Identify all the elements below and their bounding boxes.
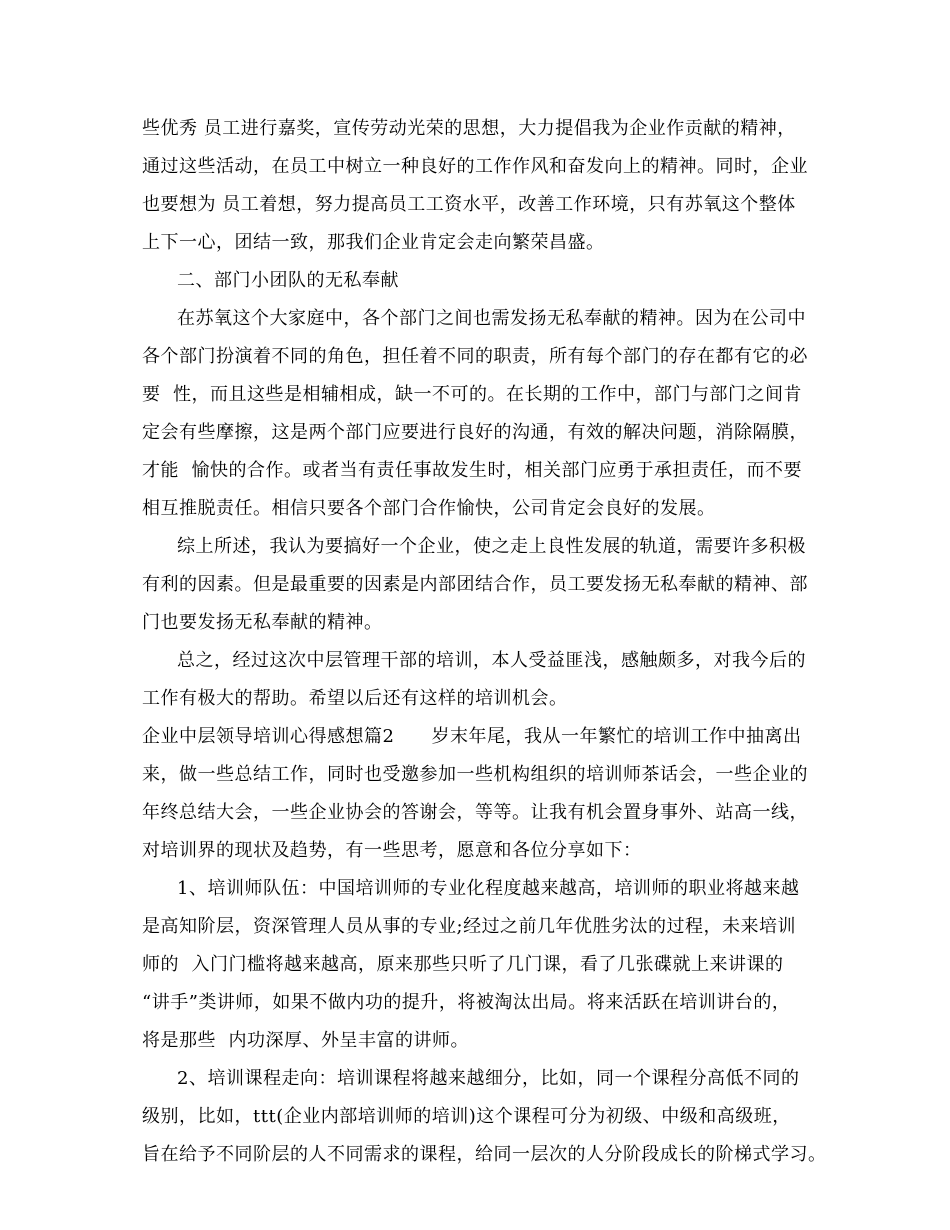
text-line: 要 性，而且这些是相辅相成，缺一不可的。在长期的工作中，部门与部门之间肯 [142, 384, 802, 405]
text-line: 将是那些 内功深厚、外呈丰富的讲师。 [142, 1030, 469, 1051]
text-line: 门也要发扬无私奉献的精神。 [142, 612, 383, 633]
text-line: 各个部门扮演着不同的角色，担任着不同的职责，所有每个部门的存在都有它的必 [142, 346, 808, 367]
text-line: “讲手”类讲师，如果不做内功的提升，将被淘汰出局。将来活跃在培训讲台的， [142, 992, 791, 1013]
text-line: 通过这些活动，在员工中树立一种良好的工作作风和奋发向上的精神。同时，企业 [142, 156, 808, 177]
text-line: 定会有些摩擦，这是两个部门应要进行良好的沟通，有效的解决问题，消除隔膜， [142, 422, 808, 443]
text-line: 上下一心，团结一致，那我们企业肯定会走向繁荣昌盛。 [142, 232, 605, 253]
text-line: 也要想为 员工着想，努力提高员工工资水平，改善工作环境，只有苏氧这个整体 [142, 194, 796, 215]
text-line: 有利的因素。但是最重要的因素是内部团结合作，员工要发扬无私奉献的精神、部 [142, 574, 808, 595]
article-title-line: 企业中层领导培训心得感想篇2 岁末年尾，我从一年繁忙的培训工作中抽离出 [142, 726, 802, 747]
text-line: 2、培训课程走向：培训课程将越来越细分，比如，同一个课程分高低不同的 [177, 1068, 800, 1089]
text-line: 才能 愉快的合作。或者当有责任事故发生时，相关部门应勇于承担责任，而不要 [142, 460, 802, 481]
text-line: 是高知阶层，资深管理人员从事的专业;经过之前几年优胜劣汰的过程，未来培训 [142, 916, 797, 937]
text-line: 些优秀 员工进行嘉奖，宣传劳动光荣的思想，大力提倡我为企业作贡献的精神， [142, 118, 796, 139]
text-line: 1、培训师队伍：中国培训师的专业化程度越来越高，培训师的职业将越来越 [177, 878, 800, 899]
text-line: 总之，经过这次中层管理干部的培训，本人受益匪浅，感触颇多，对我今后的 [177, 650, 806, 671]
text-line: 工作有极大的帮助。希望以后还有这样的培训机会。 [142, 688, 568, 709]
text-line: 年终总结大会，一些企业协会的答谢会，等等。让我有机会置身事外、站高一线， [142, 802, 808, 823]
text-line: 综上所述，我认为要搞好一个企业，使之走上良性发展的轨道，需要许多积极 [177, 536, 806, 557]
text-line: 来，做一些总结工作，同时也受邀参加一些机构组织的培训师茶话会，一些企业的 [142, 764, 808, 785]
text-line: 旨在给予不同阶层的人不同需求的课程，给同一层次的人分阶段成长的阶梯式学习。 [142, 1144, 827, 1165]
text-line: 级别，比如，ttt(企业内部培训师的培训)这个课程可分为初级、中级和高级班， [142, 1106, 791, 1127]
text-line: 在苏氧这个大家庭中，各个部门之间也需发扬无私奉献的精神。因为在公司中 [177, 308, 806, 329]
text-line: 师的 入门门槛将越来越高，原来那些只听了几门课，看了几张碟就上来讲课的 [142, 954, 784, 975]
text-line: 相互推脱责任。相信只要各个部门合作愉快，公司肯定会良好的发展。 [142, 498, 716, 519]
section-heading: 二、部门小团队的无私奉献 [177, 270, 399, 291]
text-line: 对培训界的现状及趋势，有一些思考，愿意和各位分享如下： [142, 840, 642, 861]
